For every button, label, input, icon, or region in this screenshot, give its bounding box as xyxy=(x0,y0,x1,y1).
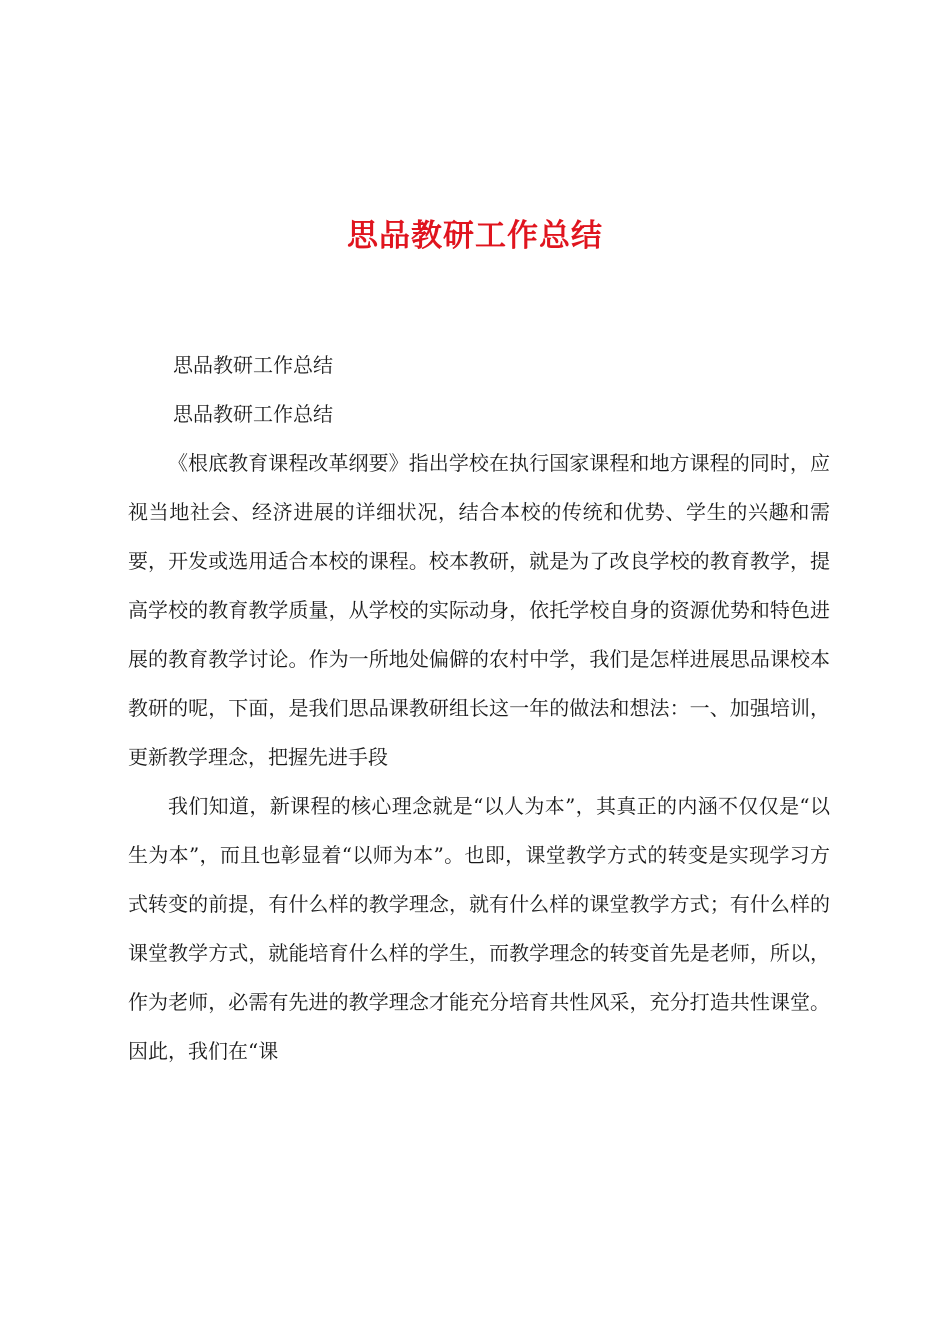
body-heading-1: 思品教研工作总结 xyxy=(173,353,333,377)
document-title: 思品教研工作总结 xyxy=(347,218,603,254)
document-body xyxy=(128,341,830,1076)
body-paragraph-1: 《根底教育课程改革纲要》指出学校在执行国家课程和地方课程的同时，应视当地社会、经济进展的详细状况，结合本校的传统和优势、学生的兴趣和需要，开发或选用适合本校的课程。校本教研，就是为了改良学校的教育教学，提高学校的教育教学质量，从学校的实际动身，依托学校自身的资源优势和特色进展的教育教学讨论。作为一所地处偏僻的农村中学，我们是怎样进展思品课校本教研的呢，下面，是我们思品课教研组长这一年的做法和想法：一、加强培训，更新教学理念，把握先进手段 xyxy=(128,451,830,769)
body-paragraph-2: 我们知道，新课程的核心理念就是“以人为本”，其真正的内涵不仅仅是“以生为本”，而且也彰显着“以师为本”。也即，课堂教学方式的转变是实现学习方式转变的前提，有什么样的教学理念，就有什么样的课堂教学方式；有什么样的课堂教学方式，就能培育什么样的学生，而教学理念的转变首先是老师，所以，作为老师，必需有先进的教学理念才能充分培育共性风采，充分打造共性课堂。因此，我们在“课 xyxy=(128,794,830,1063)
body-heading-2: 思品教研工作总结 xyxy=(173,402,333,426)
